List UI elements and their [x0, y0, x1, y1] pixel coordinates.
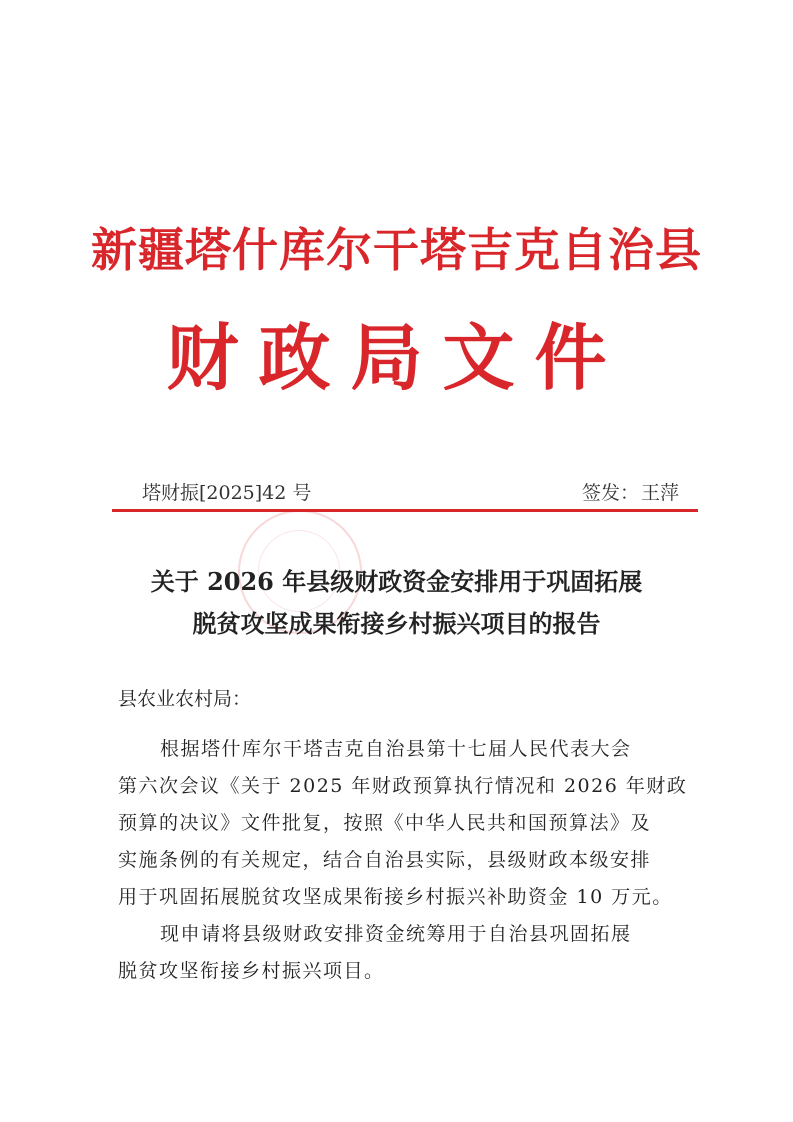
- paragraph-1-line: 实施条例的有关规定，结合自治县实际，县级财政本级安排: [118, 849, 652, 871]
- paragraph-2-line: 现申请将县级财政安排资金统筹用于自治县巩固拓展: [160, 923, 632, 945]
- paragraph-1-line: 预算的决议》文件批复，按照《中华人民共和国预算法》及: [118, 812, 652, 834]
- document-title-line-1: 关于 2026 年县级财政资金安排用于巩固拓展: [150, 567, 643, 596]
- issuing-organization: 新疆塔什库尔干塔吉克自治县: [91, 223, 702, 277]
- signer: [582, 478, 679, 505]
- signer-name: 王萍: [640, 482, 679, 504]
- paragraph-1-line: 第六次会议《关于 2025 年财政预算执行情况和 2026 年财政: [118, 775, 688, 797]
- paragraph-1-line: 根据塔什库尔干塔吉克自治县第十七届人民代表大会: [160, 738, 632, 760]
- salutation: 县农业农村局：: [118, 688, 252, 710]
- document-title-line-2: 脱贫攻坚成果衔接乡村振兴项目的报告: [192, 609, 601, 638]
- red-separator-line: [112, 509, 698, 512]
- paragraph-1-line: 用于巩固拓展脱贫攻坚成果衔接乡村振兴补助资金 10 万元。: [118, 886, 673, 908]
- signer-label: 签发：: [581, 482, 639, 504]
- paragraph-2-line: 脱贫攻坚衔接乡村振兴项目。: [118, 960, 385, 982]
- document-type-heading: 财政局文件: [166, 315, 627, 400]
- document-number: 塔财振[2025]42 号: [142, 482, 312, 504]
